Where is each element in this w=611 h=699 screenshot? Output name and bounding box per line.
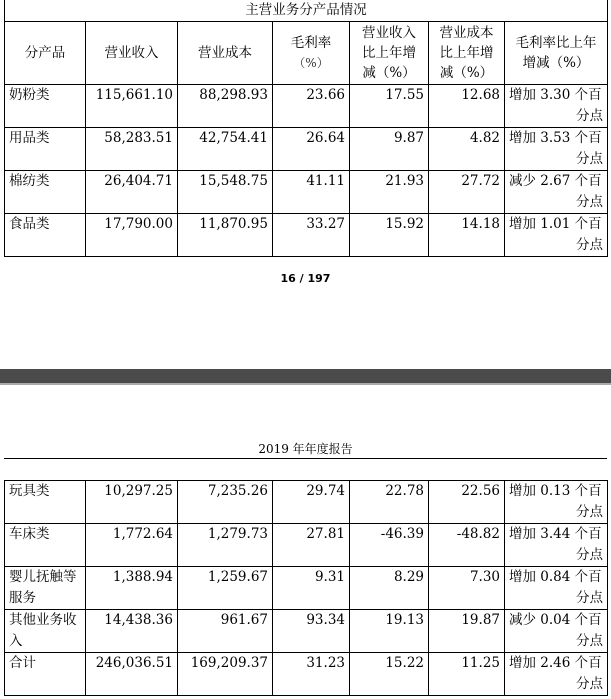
cell-margin-change-line1: 增加 3.44 个百 [509, 526, 602, 542]
cell-rev-change: 17.55 [350, 85, 429, 128]
cell-cost-change: 14.18 [429, 214, 505, 257]
report-title: 2019 年年度报告 [258, 442, 353, 456]
cell-cost: 42,754.41 [178, 128, 273, 171]
cell-cost: 7,235.26 [178, 481, 273, 524]
cell-revenue: 58,283.51 [86, 128, 178, 171]
cell-cost-change: -48.82 [429, 524, 505, 567]
cell-margin-change-line1: 增加 1.01 个百 [509, 216, 602, 232]
cell-revenue: 17,790.00 [86, 214, 178, 257]
cell-cost-change: 19.87 [429, 610, 505, 653]
cell-margin-change-line1: 增加 0.13 个百 [509, 483, 602, 499]
cell-product: 合计 [5, 653, 86, 696]
header-margin-change-line1: 毛利率比上年 [515, 35, 597, 51]
cell-rev-change: 9.87 [350, 128, 429, 171]
cell-margin-change-line2: 分点 [576, 504, 603, 520]
report-title-rule [4, 458, 607, 459]
page-divider-shadow [0, 383, 611, 385]
page-divider [0, 369, 611, 383]
cell-cost: 11,870.95 [178, 214, 273, 257]
table-caption: 主营业务分产品情况 [5, 0, 608, 22]
cell-cost: 169,209.37 [178, 653, 273, 696]
cell-product: 食品类 [5, 214, 86, 257]
header-product: 分产品 [5, 22, 86, 85]
header-cost-change-line3: 减（%） [439, 65, 494, 81]
cell-cost-change: 12.68 [429, 85, 505, 128]
product-revenue-table-page1 [4, 0, 608, 257]
cell-margin-change [505, 610, 608, 653]
header-margin-change-line2: 增减（%） [522, 55, 590, 71]
cell-margin-change-line2: 分点 [576, 547, 603, 563]
cell-margin-change-line2: 分点 [576, 194, 604, 210]
cell-cost: 961.67 [178, 610, 273, 653]
cell-margin-change [505, 567, 608, 610]
cell-margin: 41.11 [273, 171, 350, 214]
cell-cost-change: 22.56 [429, 481, 505, 524]
cell-cost: 15,548.75 [178, 171, 273, 214]
cell-margin-change-line1: 增加 2.46 个百 [509, 655, 602, 671]
table-row [5, 610, 608, 653]
cell-product: 玩具类 [5, 481, 86, 524]
cell-margin-change [505, 85, 608, 128]
cell-cost-change: 4.82 [429, 128, 505, 171]
cell-rev-change: 19.13 [350, 610, 429, 653]
table-row [5, 653, 608, 696]
cell-margin-change [505, 171, 608, 214]
cell-margin: 9.31 [273, 567, 350, 610]
header-revenue: 营业收入 [86, 22, 178, 85]
cell-margin-change-line1: 减少 2.67 个百 [509, 173, 602, 189]
header-margin-line2: （%） [293, 56, 329, 70]
cell-margin-change [505, 481, 608, 524]
cell-margin-change-line1: 增加 0.84 个百 [509, 569, 602, 585]
cell-revenue: 26,404.71 [86, 171, 178, 214]
cell-product: 用品类 [5, 128, 86, 171]
cell-product: 车床类 [5, 524, 86, 567]
cell-cost: 1,259.67 [178, 567, 273, 610]
table-row [5, 481, 608, 524]
table-body-page1 [5, 85, 608, 257]
cell-revenue: 115,661.10 [86, 85, 178, 128]
header-cost-change-line2: 比上年增 [439, 45, 494, 61]
cell-margin-change-line2: 分点 [576, 676, 603, 692]
table-row [5, 214, 608, 257]
cell-margin: 33.27 [273, 214, 350, 257]
cell-cost-change: 27.72 [429, 171, 505, 214]
header-rev-change-line1: 营业收入 [362, 25, 416, 41]
cell-margin: 23.66 [273, 85, 350, 128]
cell-rev-change: 21.93 [350, 171, 429, 214]
header-cost-change [429, 22, 505, 85]
cell-rev-change: 22.78 [350, 481, 429, 524]
header-cost-change-line1: 营业成本 [439, 25, 494, 41]
cell-margin-change [505, 214, 608, 257]
cell-revenue: 10,297.25 [86, 481, 178, 524]
header-cost: 营业成本 [178, 22, 273, 85]
header-rev-change-line2: 比上年增 [362, 45, 416, 61]
cell-margin-change [505, 128, 608, 171]
table-row [5, 567, 608, 610]
cell-cost-change: 7.30 [429, 567, 505, 610]
cell-margin-change-line2: 分点 [576, 108, 604, 124]
cell-product: 其他业务收入 [5, 610, 86, 653]
cell-margin-change-line1: 增加 3.53 个百 [509, 130, 602, 146]
cell-product: 婴儿抚触等服务 [5, 567, 86, 610]
cell-margin: 29.74 [273, 481, 350, 524]
table-row [5, 524, 608, 567]
header-margin-line1: 毛利率 [290, 35, 332, 51]
cell-margin-change-line1: 增加 3.30 个百 [509, 87, 602, 103]
cell-margin-change-line2: 分点 [576, 633, 603, 649]
table-row [5, 85, 608, 128]
cell-cost: 88,298.93 [178, 85, 273, 128]
header-rev-change [350, 22, 429, 85]
cell-margin: 26.64 [273, 128, 350, 171]
cell-rev-change: 8.29 [350, 567, 429, 610]
header-rev-change-line3: 减（%） [362, 65, 416, 81]
page-number: 16 / 197 [280, 272, 331, 285]
header-margin [273, 22, 350, 85]
cell-margin-change-line2: 分点 [576, 237, 604, 253]
header-margin-change [505, 22, 608, 85]
table-row [5, 171, 608, 214]
table-body-page2 [5, 481, 608, 696]
cell-product: 棉纺类 [5, 171, 86, 214]
cell-cost: 1,279.73 [178, 524, 273, 567]
cell-rev-change: -46.39 [350, 524, 429, 567]
cell-margin-change [505, 524, 608, 567]
cell-margin-change-line1: 减少 0.04 个百 [509, 612, 602, 628]
cell-rev-change: 15.92 [350, 214, 429, 257]
cell-revenue: 14,438.36 [86, 610, 178, 653]
cell-revenue: 246,036.51 [86, 653, 178, 696]
cell-margin-change-line2: 分点 [576, 590, 603, 606]
cell-margin-change-line2: 分点 [576, 151, 604, 167]
product-revenue-table-page2 [4, 480, 608, 696]
cell-revenue: 1,772.64 [86, 524, 178, 567]
cell-rev-change: 15.22 [350, 653, 429, 696]
cell-cost-change: 11.25 [429, 653, 505, 696]
cell-margin-change [505, 653, 608, 696]
cell-revenue: 1,388.94 [86, 567, 178, 610]
cell-product: 奶粉类 [5, 85, 86, 128]
cell-margin: 93.34 [273, 610, 350, 653]
cell-margin: 31.23 [273, 653, 350, 696]
cell-margin: 27.81 [273, 524, 350, 567]
table-row [5, 128, 608, 171]
